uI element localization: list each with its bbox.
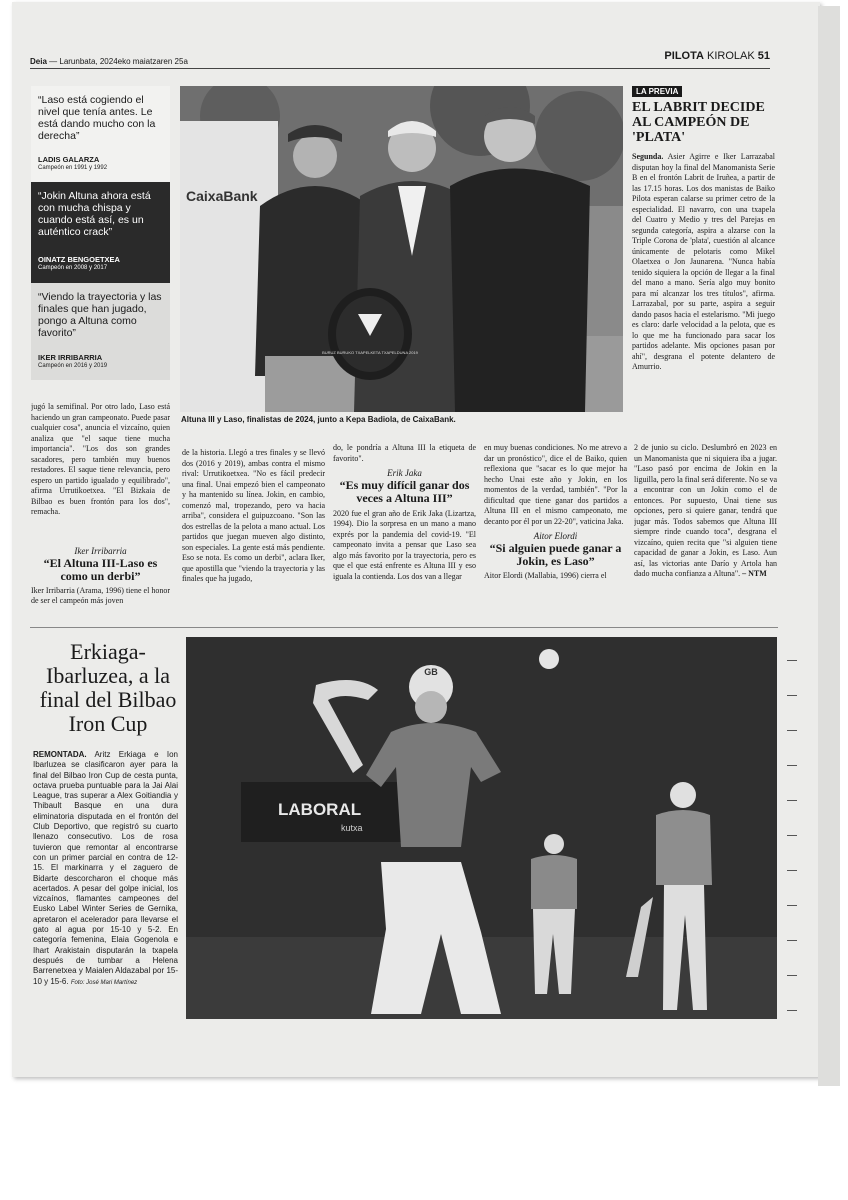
helmet-text: GB bbox=[424, 667, 438, 677]
erkiaga-title: Erkiaga-Ibarluzea, a la final del Bilbao Iron Cup bbox=[39, 639, 177, 736]
finalists-photo bbox=[180, 86, 623, 412]
quote-text: “Laso está cogiendo el nivel que tenía antes. Le está dando mucho con la derecha” bbox=[38, 94, 156, 142]
quote-text: “Viendo la trayectoria y las finales que han jugado, pongo a Altuna como favorito” bbox=[38, 291, 162, 339]
tick bbox=[787, 940, 797, 941]
page-edge bbox=[818, 6, 840, 1086]
pull-author: Iker Irribarria bbox=[74, 546, 127, 556]
previa-text: Asier Agirre e Iker Larrazabal disputan hoy la final del Manomanista Serie B en el frontón Labrit de Iruñea, a partir de las 17.15 horas. Los dos manistas de Baiko Pilota esperan calarse su primer cetro de la especialidad. El navarro, con una txapela del Cuatro y Medio y tres del Parejas en segunda categoría, aspira a alzarse con la Triple Corona de 'plata', cuestión al alcance únicamente de pelotaris como Mikel Olaetxea o Jon Jaunarena. "Nunca había tenido siquiera la opción de llegar a la final del mano a mano. Sería algo muy bonito para mí alcanzar los tres títulos", afirma. Larrazabal, por su parte, aspira a seguir dando pasos hacia el estelarismo. "Mi juego es claro: darle velocidad a la pelota, que es lo que me ha funcionado para sacar los partidos adelante. Mis opciones pasan por ahí", desgrana el potente delantero de Amurrio. bbox=[632, 152, 775, 371]
column-text: jugó la semifinal. Por otro lado, Laso está haciendo un gran campeonato. Puede pasar cualquier cosa", anuncia el vizcaíno, quien analiza que "el saque tiene mucha importancia". "Los dos son grandes sacadores, pero también muy buenos restadores. El saque tiene relevancia, pero espero un partido igualado y equilibrado", afirma Urrutikoetxea. "El Bizkaia de Bilbao es buen frontón para los dos", remacha. bbox=[31, 402, 170, 516]
column-text: 2 de junio su ciclo. Deslumbró en 2023 en un Manomanista que ni siquiera iba a jugar. "Laso pasó por encima de Jokin en la liguilla, pero la final será diferente. No se va a encontrar con un Jokin como el de entonces. Por supuesto, Unai tiene sus opciones, pero si quiere ganar, tendrá que jugar más. Todos sabemos que Altuna III siempre rinde cuando toca", desgrana el vizcaíno, quien recita que "si alguien tiene capacidad de ganar a Jokin, es Laso. Aun así, las victorias ante Darío y Artola han dado mucha confianza a Altuna". bbox=[634, 443, 777, 578]
quote-box bbox=[31, 182, 170, 283]
header-rule bbox=[30, 68, 770, 69]
column-text: do, le pondría a Altuna III la etiqueta de favorito". bbox=[333, 443, 476, 463]
photo-credit: Foto: José Mari Martínez bbox=[70, 979, 138, 986]
article-column-1 bbox=[31, 402, 170, 624]
tick bbox=[787, 1010, 797, 1011]
header-left bbox=[30, 57, 188, 66]
quote-author-sub: Campeón en 2008 y 2017 bbox=[38, 265, 108, 271]
jai-alai-photo bbox=[186, 637, 777, 1019]
signature: – NTM bbox=[742, 569, 767, 578]
pull-title: “El Altuna III-Laso es como un derbi” bbox=[43, 555, 158, 583]
article-column-2: de la historia. Llegó a tres finales y se llevó dos (2016 y 2019), ambas contra el mismo rival: Urrutikoetxea. "No es fácil predecir una final. Unai empezó bien el campeonato y ha mantenido su línea. Jokin, en cambio, comenzó mal, tropezando, pero va hacia arriba", considera el guipuzcoano. "Son las dos estrellas de la pelota a mano actual. Los partidos que juegan mueven algo distinto, son especiales. La gente está más pendiente. Eso se nota. Es como un derbi", aclara Iker, que apostilla que "viendo la trayectoria y las finales que ha jugado, bbox=[182, 448, 325, 583]
section-sub: KIROLAK bbox=[707, 50, 755, 62]
pull-author: Aitor Elordi bbox=[533, 531, 578, 541]
pull-heading bbox=[484, 531, 627, 568]
section-divider bbox=[30, 627, 778, 628]
quote-author: LADIS GALARZA bbox=[38, 155, 100, 164]
tick bbox=[787, 975, 797, 976]
column-text: Aitor Elordi (Mallabia, 1996) cierra el bbox=[484, 570, 607, 580]
quote-author-sub: Campeón en 1991 y 1992 bbox=[38, 165, 108, 171]
photo-banner: LABORAL bbox=[278, 800, 362, 819]
tick bbox=[787, 800, 797, 801]
tick bbox=[787, 765, 797, 766]
quote-text: “Jokin Altuna ahora está con mucha chispa y cuando está así, es un auténtico crack” bbox=[38, 190, 151, 238]
erkiaga-body bbox=[33, 750, 178, 988]
article-column-4 bbox=[484, 443, 627, 624]
page-number: 51 bbox=[757, 50, 770, 62]
tick bbox=[787, 870, 797, 871]
quote-author-sub: Campeón en 2016 y 2019 bbox=[38, 363, 108, 369]
pull-heading bbox=[31, 546, 170, 583]
pull-title: “Es muy difícil ganar dos veces a Altuna III” bbox=[339, 477, 470, 505]
previa-tag: LA PREVIA bbox=[632, 86, 682, 97]
photo-caption: Altuna III y Laso, finalistas de 2024, junto a Kepa Badiola, de CaixaBank. bbox=[181, 415, 456, 424]
erkiaga-text: Aritz Erkiaga e Ion Ibarluzea se clasificaron ayer para la final del Bilbao Iron Cup de cesta punta, octava prueba puntuable para la Jai Alai League, tras superar a Alex Goitiandia y Thibault Basque en una dura eliminatoria disputada en el frontón del Club Deportivo, que registró su cuarto llenazo consecutivo. Los de rosa tuvieron que remontar al encontrarse con un primer parcial en contra de 12-15. El markinarra y el zaguero de Bidarte descorcharon el choque más acertados. A pesar del golpe inicial, los vizcaínos, flamantes campeones del Eusko Label Winter Series de Gernika, apretaron el acelerador para llevarse el gato al agua por 15-10 y 5-2. En categoría femenina, Elaia Gogenola e Ihart Arakistain disputarán la txapela después de tumbar a Helena Barrenetxea y Maialen Aldazabal por 15-10 y 15-6. bbox=[33, 750, 178, 986]
tick bbox=[787, 905, 797, 906]
banner-brand: CaixaBank bbox=[186, 188, 258, 204]
quote-box bbox=[31, 86, 170, 182]
header-right bbox=[620, 50, 770, 62]
tick bbox=[787, 695, 797, 696]
pull-author: Erik Jaka bbox=[387, 468, 422, 478]
previa-lead: Segunda. bbox=[632, 152, 664, 161]
tick bbox=[787, 730, 797, 731]
trophy-text: BURUZ BURUKO TXAPELKETA TXAPELDUNA 2019 bbox=[322, 350, 418, 355]
quote-author: IKER IRRIBARRIA bbox=[38, 353, 103, 362]
quote-box bbox=[31, 283, 170, 380]
tick bbox=[787, 660, 797, 661]
previa-title: EL LABRIT DECIDE AL CAMPEÓN DE 'PLATA' bbox=[632, 100, 765, 145]
brand: Deia bbox=[30, 57, 47, 66]
section-name: PILOTA bbox=[664, 50, 704, 62]
jai-alai-photo-art bbox=[186, 637, 777, 1019]
previa-body bbox=[632, 152, 775, 412]
article-column-3 bbox=[333, 443, 476, 624]
column-text: Iker Irribarria (Arama, 1996) tiene el honor de ser el campeón más joven bbox=[31, 585, 170, 605]
pull-heading bbox=[333, 468, 476, 505]
article-column-5 bbox=[634, 443, 777, 624]
quote-sidebar bbox=[31, 86, 170, 380]
finalists-photo-art bbox=[180, 86, 623, 412]
quote-author: OINATZ BENGOETXEA bbox=[38, 255, 120, 264]
column-text: 2020 fue el gran año de Erik Jaka (Lizartza, 1994). Dio la sorpresa en un mano a mano exprés por la pandemia del covid-19. "El campeonato invita a pensar que Laso sea algo más favorito por la trayectoria, pero es que el que está enfrente es Altuna III y eso iguala la contienda. Los dos van a llegar bbox=[333, 508, 476, 581]
photo-banner-sub: kutxa bbox=[341, 823, 363, 833]
pull-title: “Si alguien puede ganar a Jokin, es Laso” bbox=[489, 540, 622, 568]
edition-date: — Larunbata, 2024eko maiatzaren 25a bbox=[49, 57, 188, 66]
tick bbox=[787, 835, 797, 836]
erkiaga-lead: REMONTADA. bbox=[33, 750, 87, 759]
column-text: en muy buenas condiciones. No me atrevo a dar un pronóstico", dice el de Baiko, quien reflexiona que "sacar es lo que mejor ha hecho Unai este año y Jokin, en los momentos de la verdad, también". "Por la dificultad que tiene ganar dos partidos a Altuna III en el mismo campeonato, me decanto por él por un 22-20", vaticina Jaka. bbox=[484, 443, 627, 526]
